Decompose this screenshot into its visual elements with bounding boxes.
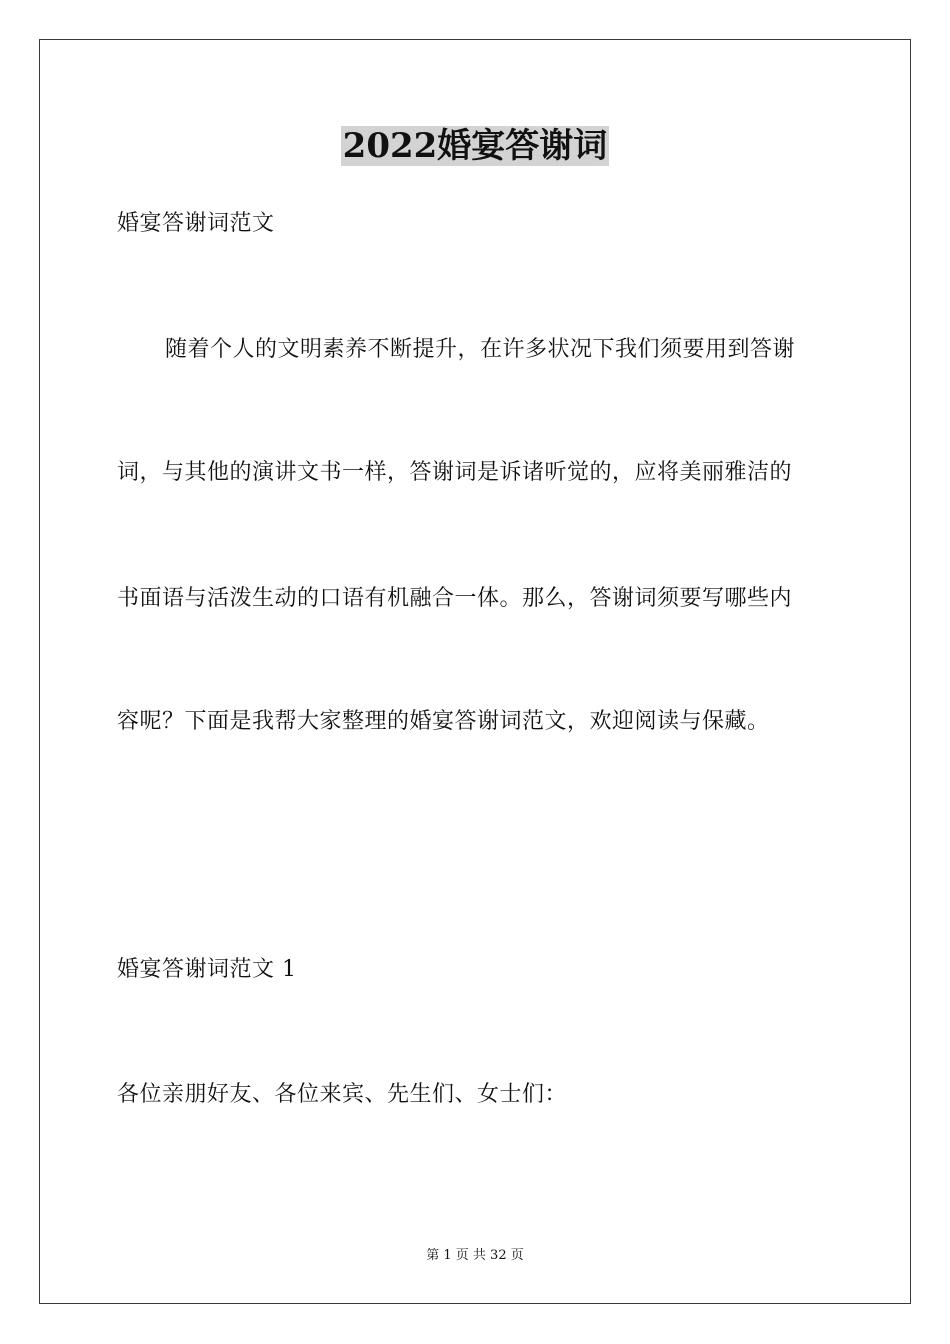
document-title-text: 2022婚宴答谢词 [342, 126, 608, 166]
intro-line-2: 词，与其他的演讲文书一样，答谢词是诉诸听觉的，应将美丽雅洁的 [117, 460, 793, 485]
intro-line-4: 容呢？下面是我帮大家整理的婚宴答谢词范文，欢迎阅读与保藏。 [117, 709, 770, 734]
intro-line-3: 书面语与活泼生动的口语有机融合一体。那么，答谢词须要写哪些内 [117, 586, 793, 611]
section-heading: 婚宴答谢词范文 1 [117, 957, 297, 982]
intro-line-1: 随着个人的文明素养不断提升，在许多状况下我们须要用到答谢 [165, 337, 796, 362]
document-subtitle: 婚宴答谢词范文 [117, 211, 275, 236]
page-number-footer: 第 1 页 共 32 页 [426, 1248, 524, 1263]
document-title [0, 124, 950, 168]
greeting-line: 各位亲朋好友、各位来宾、先生们、女士们： [117, 1082, 568, 1107]
